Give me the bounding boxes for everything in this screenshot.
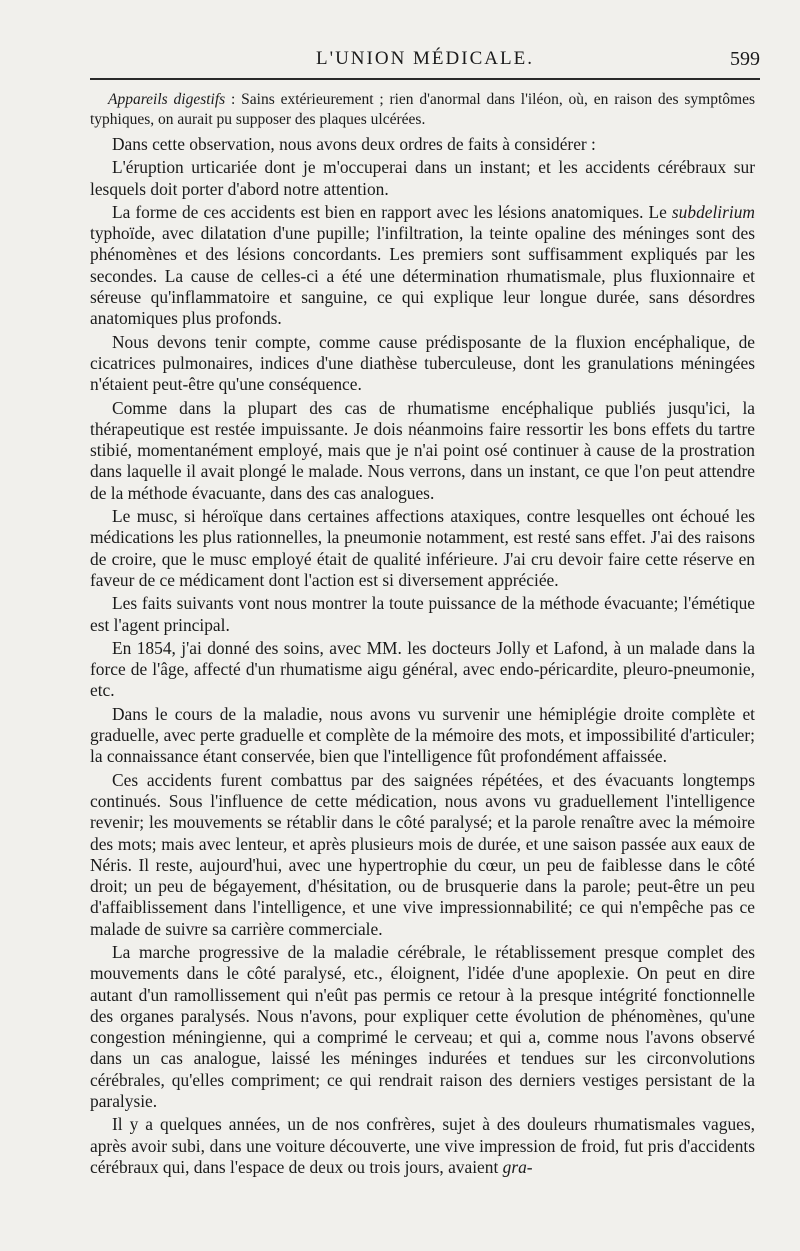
paragraph-3-part-1: La forme de ces accidents est bien en rapport avec les lésions anatomiques. Le xyxy=(112,201,672,222)
paragraph-9: Dans le cours de la maladie, nous avons vu survenir une hémiplégie droite complète et graduelle, avec perte graduelle et complète de la mémoire des mots, et impossibilité d'articuler; la connaissance étant conservée, bien que l'intelligence fût profondément affaissée. xyxy=(90,703,755,767)
paragraph-12 xyxy=(90,1114,755,1178)
paragraph-3-italic: subdelirium xyxy=(671,201,755,222)
paragraph-10: Ces accidents furent combattus par des saignées répétées, et des évacuants longtemps continués. Sous l'influence de cette médication, nous avons vu graduellement l'intelligence revenir; les mouvements se rétablir dans le côté paralysé; et la parole renaître avec la mémoire des mots; mais avec lenteur, et après plusieurs mois de durée, et une saison passée aux eaux de Néris. Il reste, aujourd'hui, avec une hypertrophie du cœur, un peu de faiblesse dans le côté droit; un peu de bégayement, d'hésitation, ou de brusquerie dans la parole; peut-être un peu d'affaiblissement dans l'intelligence, et une vive impressionnabilité; ce qui n'empêche pas ce malade de suivre sa carrière commerciale. xyxy=(90,769,755,939)
lead-paragraph xyxy=(90,90,755,130)
page-number: 599 xyxy=(730,48,760,70)
paragraph-7: Les faits suivants vont nous montrer la toute puissance de la méthode évacuante; l'émétique est l'agent principal. xyxy=(90,593,755,635)
running-title: L'UNION MÉDICALE. xyxy=(316,48,534,69)
lead-label: Appareils digestifs xyxy=(108,91,226,108)
lead-text: : Sains extérieurement ; rien d'anormal dans l'iléon, où, en raison des symptômes typhiques, on aurait pu supposer des plaques ulcérées. xyxy=(90,91,756,128)
paragraph-11: La marche progressive de la maladie cérébrale, le rétablissement presque complet des mouvements dans le côté paralysé, etc., éloignent, l'idée d'une apoplexie. On peut en dire autant d'un ramollissement qui n'eût pas permis ce retour à la presque intégrité fonctionnelle des organes paralysés. Nous n'avons, pour expliquer cette évolution de phénomènes, qu'une congestion méningienne, qui a comprimé le cerveau; et qui a, comme nous l'avons observé dans un cas analogue, laissé les méninges indurées et tendues sur les circonvolutions cérébrales, qu'elles compriment; ce qui rendrait raison des derniers vestiges persistant de la paralysie. xyxy=(90,941,755,1112)
paragraph-4: Nous devons tenir compte, comme cause prédisposante de la fluxion encéphalique, de cicatrices pulmonaires, indices d'une diathèse tuberculeuse, dont les granulations méningées n'étaient peut-être qu'une conséquence. xyxy=(90,331,755,395)
paragraph-1: Dans cette observation, nous avons deux ordres de faits à considérer : xyxy=(112,134,596,154)
paragraph-5: Comme dans la plupart des cas de rhumatisme encéphalique publiés jusqu'ici, la thérapeutique est restée impuissante. Je dois néanmoins faire ressortir les bons effets du tartre stibié, momentanément employé, mais que je n'ai point osé continuer à cause de la prostration dans laquelle il avait plongé le malade. Nous verrons, dans un instant, ce que l'on peut attendre de la méthode évacuante, dans des cas analogues. xyxy=(90,397,755,503)
paragraph-3-part-2: typhoïde, avec dilatation d'une pupille; l'infiltration, la teinte opaline des méninges sont des phénomènes et des lésions concordants. Les premiers sont suffisamment expliqués par les secondes. La cause de celles-ci a été une détermination rhumatismale, plus fluxionnaire et séreuse qu'inflammatoire et sanguine, ce qui explique leur longue durée, sans désordres anatomiques plus profonds. xyxy=(90,223,755,329)
paragraph-8: En 1854, j'ai donné des soins, avec MM. les docteurs Jolly et Lafond, à un malade dans la force de l'âge, affecté d'un rhumatisme aigu général, avec endo-péricardite, pleuro-pneumonie, etc. xyxy=(90,637,755,701)
page-header xyxy=(90,46,760,76)
paragraph-12-italic: gra- xyxy=(502,1156,533,1177)
paragraph-6: Le musc, si héroïque dans certaines affections ataxiques, contre lesquelles ont échoué les médications les plus rationnelles, la pneumonie notamment, est resté sans effet. J'ai des raisons de croire, que le musc employé était de qualité inférieure. J'ai cru devoir faire cette réserve en faveur de ce médicament dont l'action est si diversement appréciée. xyxy=(90,506,755,590)
header-rule xyxy=(90,78,760,80)
article-body xyxy=(90,90,755,1180)
paragraph-2: L'éruption urticariée dont je m'occuperai dans un instant; et les accidents cérébraux sur lesquels doit porter d'abord notre attention. xyxy=(90,157,755,199)
paragraph-3 xyxy=(90,202,755,330)
paragraph-12-text: Il y a quelques années, un de nos confrères, sujet à des douleurs rhumatismales vagues, après avoir subi, dans une voiture découverte, une vive impression de froid, fut pris d'accidents cérébraux qui, dans l'espace de deux ou trois jours, avaient xyxy=(90,1114,755,1177)
